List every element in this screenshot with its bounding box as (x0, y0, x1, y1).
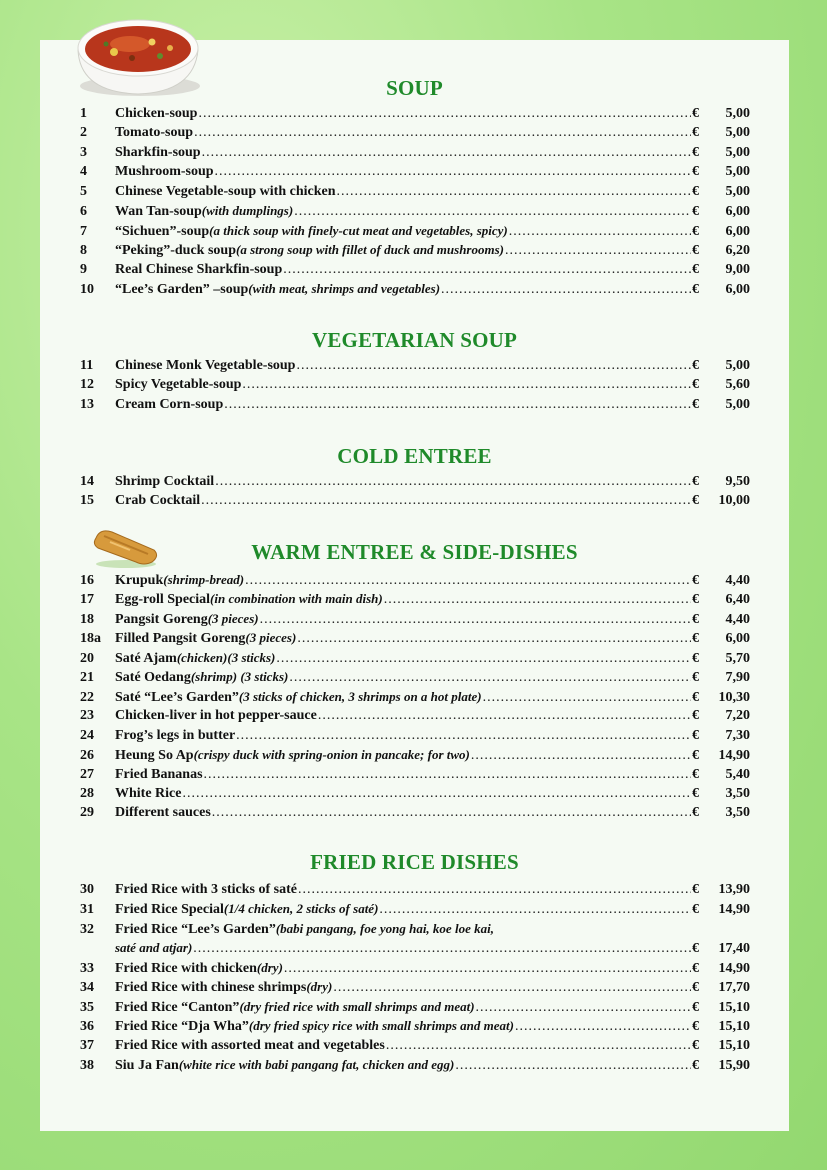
item-number: 13 (80, 396, 94, 412)
dot-leader (318, 708, 691, 724)
item-name: Wan Tan-soup (115, 204, 202, 220)
menu-item (80, 979, 750, 999)
menu-item (80, 572, 750, 592)
dot-leader (215, 474, 691, 490)
item-name: Crab Cocktail (115, 493, 201, 509)
menu-item (80, 474, 750, 494)
dot-leader (505, 243, 691, 259)
item-price: 5,00 (725, 396, 750, 412)
currency-symbol: € (692, 999, 699, 1015)
dot-leader (298, 882, 691, 898)
menu-item (80, 106, 750, 126)
item-description: (dry fried spicy rice with small shrimps and meat) (248, 1018, 514, 1034)
currency-symbol: € (692, 708, 699, 724)
item-name: Mushroom-soup (115, 164, 214, 180)
item-number: 9 (80, 261, 87, 277)
item-price: 14,90 (718, 902, 750, 918)
item-price: 15,10 (718, 1019, 750, 1035)
menu-item (80, 358, 750, 378)
item-price: 9,00 (725, 261, 750, 277)
soup-bowl-icon (72, 14, 202, 98)
item-name: White Rice (115, 785, 182, 801)
item-description: (a strong soup with fillet of duck and mushrooms) (235, 242, 504, 258)
item-number: 37 (80, 1037, 94, 1053)
item-number: 17 (80, 592, 94, 608)
dot-leader (441, 282, 691, 298)
currency-symbol: € (692, 727, 699, 743)
item-name: “Peking”-duck soup (115, 243, 236, 259)
item-name: Sharkfin-soup (115, 144, 201, 160)
item-price: 14,90 (718, 748, 750, 764)
dot-leader (296, 358, 691, 374)
currency-symbol: € (692, 164, 699, 180)
currency-symbol: € (692, 785, 699, 801)
dot-leader (198, 106, 691, 122)
item-number: 30 (80, 882, 94, 897)
item-number: 15 (80, 493, 94, 509)
dot-leader (337, 184, 691, 200)
item-price: 15,10 (718, 1037, 750, 1053)
dot-leader (236, 728, 691, 744)
menu-item (80, 223, 750, 243)
item-name: Fried Rice with chinese shrimps (115, 980, 307, 996)
item-number: 18a (80, 631, 101, 647)
menu-item (80, 767, 750, 787)
item-number: 35 (80, 999, 94, 1015)
currency-symbol: € (692, 573, 699, 588)
item-price: 10,00 (718, 493, 750, 509)
item-price: 6,00 (725, 223, 750, 239)
section-heading: WARM ENTREE & SIDE-DISHES (251, 540, 578, 564)
menu-item (80, 1018, 750, 1038)
item-description: (crispy duck with spring-onion in pancake; for two) (193, 747, 470, 763)
item-description: (dry fried rice with small shrimps and meat) (239, 998, 475, 1014)
item-description: (dry) (306, 979, 333, 995)
item-description: (3 pieces) (245, 630, 297, 646)
item-price: 13,90 (718, 882, 750, 897)
item-price: 6,00 (725, 631, 750, 647)
item-description: (1/4 chicken, 2 sticks of saté) (223, 901, 379, 917)
dot-leader (471, 748, 691, 764)
item-number: 32 (80, 921, 94, 937)
menu-item (80, 611, 750, 631)
item-price: 7,30 (725, 727, 750, 743)
item-price: 15,10 (718, 999, 750, 1015)
item-number: 23 (80, 708, 94, 724)
item-name: Fried Bananas (115, 766, 203, 782)
item-description: (dry) (256, 959, 283, 975)
dot-leader (245, 573, 691, 589)
item-name: Fried Rice “Lee’s Garden” (115, 921, 276, 937)
menu-item (80, 960, 750, 980)
menu-item (80, 901, 750, 921)
item-price: 4,40 (725, 573, 750, 588)
dot-leader (333, 980, 691, 996)
item-price: 5,00 (725, 183, 750, 199)
egg-roll-icon (90, 522, 162, 570)
item-number: 8 (80, 243, 87, 259)
currency-symbol: € (692, 960, 699, 976)
item-price: 5,00 (725, 106, 750, 121)
item-description: (chicken)(3 sticks) (176, 649, 276, 665)
item-name: Saté Ajam (115, 650, 177, 666)
item-description: (shrimp-bread) (163, 572, 245, 587)
dot-leader (455, 1058, 691, 1074)
dot-leader (294, 204, 691, 220)
dot-leader (182, 786, 691, 802)
item-number: 2 (80, 125, 87, 141)
item-name: Heung So Ap (115, 748, 194, 764)
section-heading: FRIED RICE DISHES (310, 850, 519, 874)
currency-symbol: € (692, 980, 699, 996)
menu-item (80, 397, 750, 417)
dot-leader (386, 1038, 691, 1054)
currency-symbol: € (692, 493, 699, 509)
menu-item (80, 184, 750, 204)
item-price: 4,40 (725, 611, 750, 627)
currency-symbol: € (692, 377, 699, 393)
item-name: Chinese Monk Vegetable-soup (115, 358, 296, 373)
item-name: Saté “Lee’s Garden” (115, 689, 239, 705)
currency-symbol: € (692, 748, 699, 764)
item-name: Egg-roll Special (115, 592, 211, 608)
dot-leader (194, 125, 691, 141)
item-name: Different sauces (115, 805, 211, 821)
item-number: 4 (80, 164, 87, 180)
item-number: 36 (80, 1019, 94, 1035)
menu-item (80, 669, 750, 689)
item-price: 3,50 (725, 785, 750, 801)
item-name: Fried Rice “Dja Wha” (115, 1019, 249, 1035)
currency-symbol: € (692, 941, 699, 957)
item-name: “Lee’s Garden” –soup (115, 282, 249, 298)
currency-symbol: € (692, 882, 699, 897)
item-price: 17,70 (718, 980, 750, 996)
item-name: Chicken-soup (115, 106, 198, 121)
menu-item (80, 999, 750, 1019)
currency-symbol: € (692, 474, 699, 489)
item-number: 7 (80, 223, 87, 239)
menu-item (80, 145, 750, 165)
currency-symbol: € (692, 670, 699, 686)
item-price: 7,20 (725, 708, 750, 724)
item-number: 29 (80, 805, 94, 821)
item-price: 6,00 (725, 282, 750, 298)
currency-symbol: € (692, 144, 699, 160)
menu-item (80, 786, 750, 806)
item-name: Krupuk (115, 573, 164, 588)
item-number: 11 (80, 358, 94, 373)
item-price: 3,50 (725, 805, 750, 821)
menu-item (80, 747, 750, 767)
item-number: 24 (80, 727, 94, 743)
item-number: 18 (80, 611, 94, 627)
item-number: 34 (80, 980, 94, 996)
item-number: 21 (80, 670, 94, 686)
menu-item (80, 377, 750, 397)
item-price: 5,40 (725, 766, 750, 782)
item-number: 6 (80, 204, 87, 220)
menu-item (80, 493, 750, 513)
item-description: (3 sticks of chicken, 3 shrimps on a hot plate) (238, 688, 482, 704)
currency-symbol: € (692, 1037, 699, 1053)
dot-leader (515, 1019, 691, 1035)
item-price: 6,00 (725, 204, 750, 220)
item-number: 3 (80, 144, 87, 160)
item-number: 10 (80, 282, 94, 298)
item-price: 5,00 (725, 144, 750, 160)
item-name: Frog’s legs in butter (115, 727, 236, 743)
menu-item (80, 805, 750, 825)
item-price: 5,00 (725, 358, 750, 373)
currency-symbol: € (692, 1058, 699, 1074)
item-number: 16 (80, 573, 94, 588)
dot-leader (242, 377, 691, 393)
item-price: 5,00 (725, 164, 750, 180)
section-heading: VEGETARIAN SOUP (311, 328, 518, 352)
currency-symbol: € (692, 223, 699, 239)
menu-item (80, 708, 750, 728)
dot-leader (384, 592, 691, 608)
item-description: (with meat, shrimps and vegetables) (248, 281, 441, 297)
item-name: Fried Rice with chicken (115, 960, 257, 976)
item-number: 22 (80, 689, 94, 705)
currency-symbol: € (692, 183, 699, 199)
dot-leader (204, 767, 691, 783)
item-number: 5 (80, 183, 87, 199)
currency-symbol: € (692, 282, 699, 298)
currency-symbol: € (692, 106, 699, 121)
dot-leader (212, 805, 691, 821)
dot-leader (193, 941, 691, 957)
currency-symbol: € (692, 805, 699, 821)
currency-symbol: € (692, 766, 699, 782)
item-description: (a thick soup with finely-cut meat and vegetables, spicy) (209, 222, 508, 238)
menu-item (80, 1038, 750, 1058)
menu-item (80, 882, 750, 902)
section-heading: SOUP (386, 76, 443, 100)
dot-leader (283, 262, 691, 278)
currency-symbol: € (692, 261, 699, 277)
dot-leader (201, 493, 691, 509)
currency-symbol: € (692, 204, 699, 220)
item-name: Siu Ja Fan (115, 1058, 179, 1074)
item-number: 31 (80, 902, 94, 918)
item-price: 6,20 (725, 243, 750, 259)
item-name: Saté Oedang (115, 670, 191, 686)
section-heading: COLD ENTREE (337, 444, 492, 468)
menu-item (80, 728, 750, 748)
menu-item (80, 262, 750, 282)
item-price: 9,50 (725, 474, 750, 489)
item-price: 14,90 (718, 960, 750, 976)
currency-symbol: € (692, 243, 699, 259)
menu-item (80, 281, 750, 301)
dot-leader (297, 631, 691, 647)
item-description: (3 pieces) (207, 610, 259, 626)
item-name: Chinese Vegetable-soup with chicken (115, 183, 336, 199)
item-number: 26 (80, 748, 94, 764)
menu-item (80, 203, 750, 223)
dot-leader (202, 145, 691, 161)
item-name: Shrimp Cocktail (115, 474, 215, 489)
currency-symbol: € (692, 592, 699, 608)
dot-leader (215, 164, 691, 180)
item-description: (with dumplings) (201, 203, 294, 219)
menu-item (80, 591, 750, 611)
currency-symbol: € (692, 631, 699, 647)
item-name: Pangsit Goreng (115, 611, 208, 627)
item-name: Tomato-soup (115, 125, 194, 141)
dot-leader (224, 397, 691, 413)
currency-symbol: € (692, 1019, 699, 1035)
dot-leader (509, 224, 691, 240)
menu-item-continuation (80, 940, 750, 960)
menu-item (80, 630, 750, 650)
item-name: Fried Rice with 3 sticks of saté (115, 882, 297, 897)
menu-item (80, 164, 750, 184)
item-name: Fried Rice “Canton” (115, 999, 240, 1015)
dot-leader (483, 690, 691, 706)
item-price: 17,40 (718, 941, 750, 957)
dot-leader (289, 670, 691, 686)
dot-leader (379, 902, 691, 918)
dot-leader (276, 651, 691, 667)
currency-symbol: € (692, 358, 699, 373)
item-name: Fried Rice Special (115, 902, 224, 918)
currency-symbol: € (692, 396, 699, 412)
menu-item (80, 242, 750, 262)
item-price: 7,90 (725, 670, 750, 686)
item-price: 6,40 (725, 592, 750, 608)
item-name: Spicy Vegetable-soup (115, 377, 242, 393)
item-name: Chicken-liver in hot pepper-sauce (115, 708, 317, 724)
dot-leader (284, 961, 691, 977)
item-name: Real Chinese Sharkfin-soup (115, 261, 283, 277)
item-price: 5,60 (725, 377, 750, 393)
dot-leader (260, 612, 691, 628)
item-number: 33 (80, 960, 94, 976)
menu-item (80, 921, 750, 941)
menu-item (80, 125, 750, 145)
menu-item (80, 689, 750, 709)
item-description: saté and atjar) (115, 940, 193, 956)
item-description: (white rice with babi pangang fat, chicken and egg) (178, 1057, 455, 1073)
currency-symbol: € (692, 125, 699, 141)
currency-symbol: € (692, 689, 699, 705)
item-price: 5,70 (725, 650, 750, 666)
currency-symbol: € (692, 611, 699, 627)
item-description: (in combination with main dish) (210, 591, 383, 607)
item-number: 28 (80, 785, 94, 801)
item-name: “Sichuen”-soup (115, 223, 210, 239)
item-description: (babi pangang, foe yong hai, koe loe kai, (275, 920, 494, 936)
menu-item (80, 1057, 750, 1077)
item-number: 38 (80, 1058, 94, 1074)
item-number: 1 (80, 106, 87, 121)
item-description: (shrimp) (3 sticks) (190, 669, 289, 685)
item-number: 27 (80, 766, 94, 782)
item-number: 12 (80, 377, 94, 393)
item-price: 5,00 (725, 125, 750, 141)
item-name: Filled Pangsit Goreng (115, 631, 246, 647)
item-name: Fried Rice with assorted meat and vegetables (115, 1037, 385, 1053)
currency-symbol: € (692, 902, 699, 918)
item-price: 10,30 (718, 689, 750, 705)
item-name: Cream Corn-soup (115, 396, 224, 412)
currency-symbol: € (692, 650, 699, 666)
item-number: 14 (80, 474, 94, 489)
menu-item (80, 650, 750, 670)
dot-leader (476, 1000, 691, 1016)
item-number: 20 (80, 650, 94, 666)
item-price: 15,90 (718, 1058, 750, 1074)
